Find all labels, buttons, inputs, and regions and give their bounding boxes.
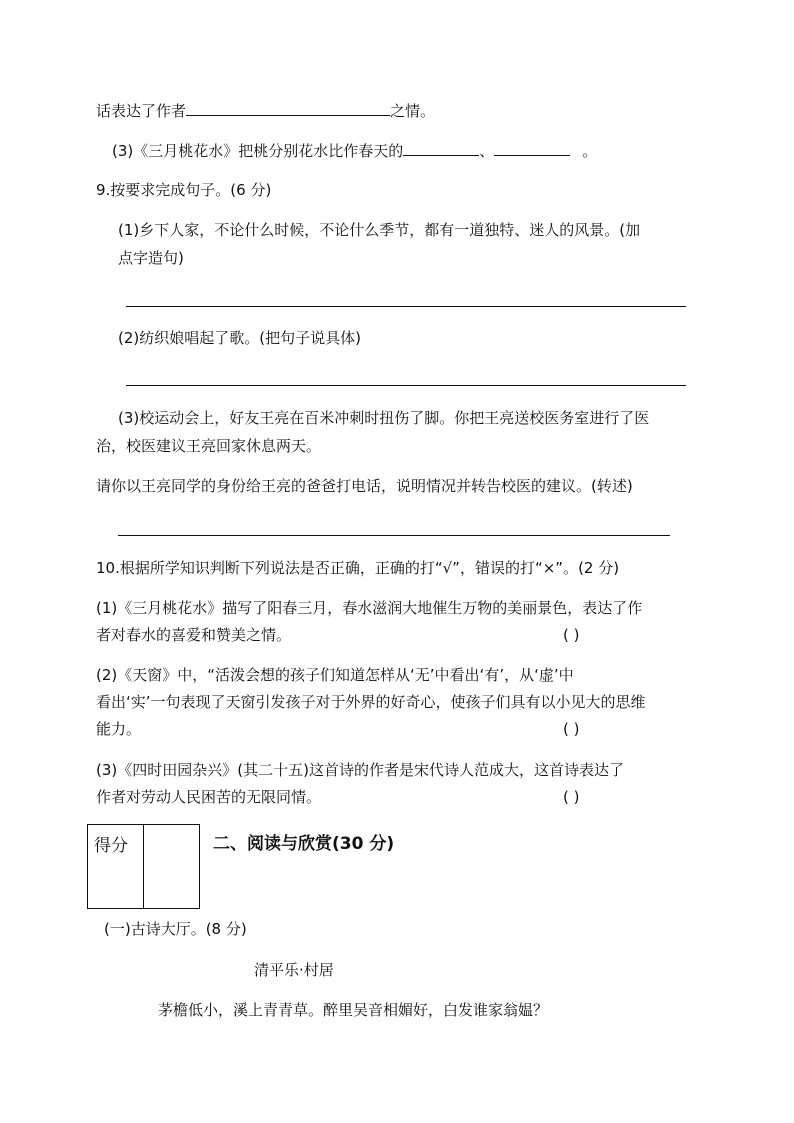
judge-paren-1[interactable]: ( ) xyxy=(563,626,580,644)
poem-title: 清平乐·村居 xyxy=(254,961,334,979)
q10-title: 10.根据所学知识判断下列说法是否正确，正确的打“√”，错误的打“×”。(2 分) xyxy=(96,559,620,577)
q10-item1-text: 者对春水的喜爱和赞美之情。 xyxy=(96,626,292,644)
q8-item-3 xyxy=(112,140,597,161)
q9-item3-line3: 请你以王亮同学的身份给王亮的爸爸打电话，说明情况并转告校医的建议。(转述) xyxy=(96,477,633,495)
score-label: 得分 xyxy=(94,836,128,856)
q8-suffix: 之情。 xyxy=(390,102,436,120)
q8-prefix: 话表达了作者 xyxy=(96,102,187,120)
answer-blank-1[interactable] xyxy=(403,140,479,156)
q9-item3-line2: 治，校医建议王亮回家休息两天。 xyxy=(96,437,322,455)
answer-line-q9-2[interactable] xyxy=(126,385,686,386)
answer-blank[interactable] xyxy=(186,100,390,116)
judge-paren-2[interactable]: ( ) xyxy=(563,720,580,738)
q9-title: 9.按要求完成句子。(6 分) xyxy=(96,181,272,199)
q10-item1-line2 xyxy=(96,625,291,645)
q9-item1-line1: (1)乡下人家，不论什么时候，不论什么季节，都有一道独特、迷人的风景。(加 xyxy=(118,221,641,239)
answer-line-q9-1[interactable] xyxy=(126,306,686,307)
q10-item3-line1: (3)《四时田园杂兴》(其二十五)这首诗的作者是宋代诗人范成大，这首诗表达了 xyxy=(96,761,624,779)
q9-item3-line1: (3)校运动会上，好友王亮在百米冲刺时扭伤了脚。你把王亮送校医务室进行了医 xyxy=(118,409,650,427)
q9-item2: (2)纺织娘唱起了歌。(把句子说具体) xyxy=(118,329,361,347)
answer-blank-2[interactable] xyxy=(494,140,570,156)
q9-item1-line2: 点字造句) xyxy=(118,249,184,267)
poem-line-1: 茅檐低小，溪上青青草。醉里吴音相媚好，白发谁家翁媪？ xyxy=(158,1001,549,1019)
q8-line-end xyxy=(96,100,435,121)
part1-title: (一)古诗大厅。(8 分) xyxy=(104,920,247,938)
q10-item2-line3: 能力。 xyxy=(96,720,142,738)
answer-line-q9-3[interactable] xyxy=(118,535,670,536)
q10-item2-line2: 看出‘实’一句表现了天窗引发孩子对于外界的好奇心，使孩子们具有以小见大的思维 xyxy=(96,693,646,711)
q8-3-end: 。 xyxy=(582,142,598,160)
score-input-cell[interactable] xyxy=(144,825,198,907)
q8-3-sep: 、 xyxy=(479,142,495,160)
q8-3-text: (3)《三月桃花水》把桃分别花水比作春天的 xyxy=(112,142,404,160)
q10-item1-line1: (1)《三月桃花水》描写了阳春三月，春水滋润大地催生万物的美丽景色，表达了作 xyxy=(96,599,643,617)
q10-item2-line1: (2)《天窗》中，“活泼会想的孩子们知道怎样从‘无’中看出‘有’，从‘虚’中 xyxy=(96,666,574,684)
judge-paren-3[interactable]: ( ) xyxy=(563,788,580,806)
section-title: 二、阅读与欣赏(30 分) xyxy=(213,834,395,854)
q10-item3-line2: 作者对劳动人民困苦的无限同情。 xyxy=(96,788,322,806)
